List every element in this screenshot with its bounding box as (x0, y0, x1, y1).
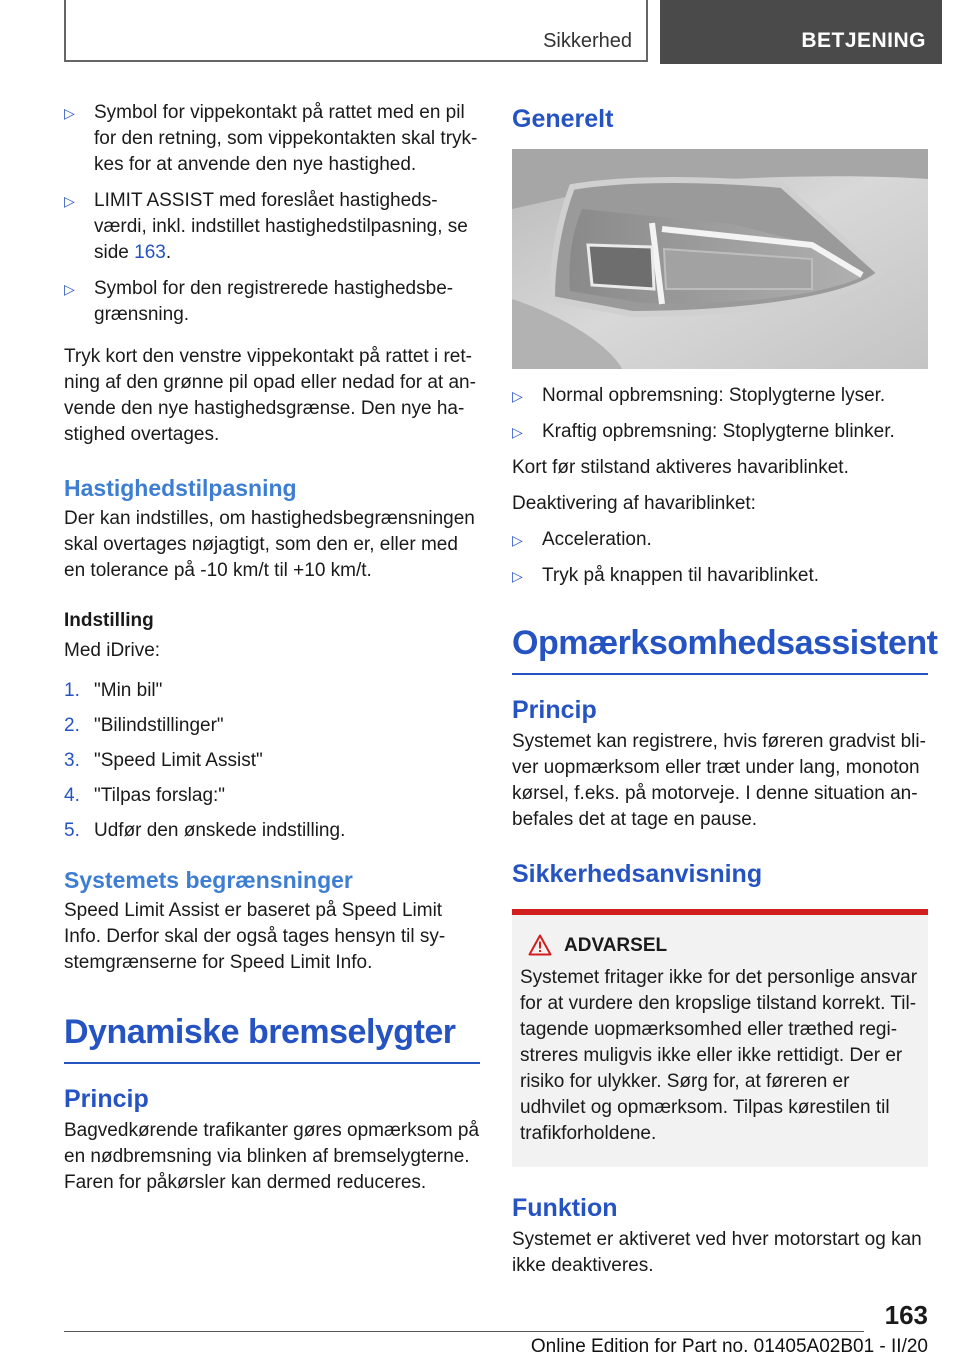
paragraph: Bagvedkørende trafikanter gøres opmærksom på en nødbremsning via blinken af bremselygterne. Faren for påkørsler kan dermed reduceres. (64, 1120, 480, 1193)
heading-principle: Princip (64, 1085, 149, 1113)
warning-box (512, 909, 928, 1167)
chapter-title: BETJENING (801, 29, 926, 52)
heading-attention-assistant: Opmærksomhedsassistent (512, 623, 928, 675)
triangle-bullet-icon: ▷ (64, 105, 75, 121)
heading-general: Generelt (512, 105, 614, 133)
list-item: 2. "Bilindstillinger" (64, 715, 224, 736)
list-item: ▷ Normal opbremsning: Stoplygterne lyser. (512, 383, 928, 409)
footer-divider (64, 1331, 864, 1332)
list-item: 3. "Speed Limit Assist" (64, 750, 263, 771)
page-number: 163 (884, 1300, 928, 1330)
chapter-tab (660, 0, 942, 64)
list-item: 4. "Tilpas forslag:" (64, 785, 226, 806)
heading-function: Funktion (512, 1194, 618, 1222)
right-column (512, 100, 938, 1279)
warning-text: Systemet fritager ikke for det personlige ansvar for at vurdere den kropslige tilstand korrekt. Tiltagende uopmærksomhed eller træthed registreres muligvis ikke eller ikke rettidigt. Der er risiko for ulykker. Sørg for, at føreren er udhvilet og opmærksom. Tilpas kørestilen til trafikforholdene. (520, 967, 918, 1144)
heading-safety-note: Sikkerhedsanvisning (512, 860, 763, 888)
paragraph: Tryk kort den venstre vippekontakt på rattet i retning af den grønne pil opad eller nedad for at anvende den nye hastighedsgrænse. Den nye hastighed overtages. (64, 346, 476, 445)
triangle-bullet-icon: ▷ (512, 532, 523, 548)
triangle-bullet-icon: ▷ (64, 193, 75, 209)
list-item: 5. Udfør den ønskede indstilling. (64, 820, 346, 841)
page-header (64, 0, 942, 66)
page-reference-link[interactable]: 163 (134, 242, 166, 263)
triangle-bullet-icon: ▷ (512, 388, 523, 404)
left-column (64, 100, 480, 1196)
warning-triangle-icon (528, 934, 552, 956)
paragraph: Der kan indstilles, om hastighedsbegrænsningen skal overtages nøjagtigt, som den er, eller med en tolerance på -10 km/t til +10 km/t. (64, 508, 475, 581)
heading-setting: Indstilling (64, 610, 154, 631)
paragraph: Med iDrive: (64, 640, 161, 661)
paragraph: Systemet kan registrere, hvis føreren gradvist bliver uopmærksom eller træt under lang, monoton kørsel, f.eks. på motorveje. I denne situation anbefales det at tage en pause. (512, 731, 926, 830)
triangle-bullet-icon: ▷ (512, 568, 523, 584)
list-item: ▷ Kraftig opbremsning: Stoplygterne blinker. (512, 419, 928, 445)
list-item: ▷ Tryk på knappen til havariblinket. (512, 563, 928, 589)
section-tab (64, 0, 648, 62)
warning-title: ADVARSEL (526, 933, 920, 959)
list-item: 1. "Min bil" (64, 680, 163, 701)
list-item: ▷ Symbol for vippekontakt på rattet med en pil for den retning, som vippekontakten skal trykkes for at anvende den nye hastighed. (64, 102, 478, 175)
edition-label: Online Edition for Part no. 01405A02B01 - II/20 (530, 1336, 928, 1357)
triangle-bullet-icon: ▷ (512, 424, 523, 440)
section-title: Sikkerhed (543, 30, 632, 52)
heading-dynamic-brake-lights: Dynamiske bremselygter (64, 1012, 480, 1064)
list-item: ▷ LIMIT ASSIST med foreslået hastighedsværdi, inkl. indstillet hastighedstilpasning, se side 163. (64, 190, 468, 263)
list-item: ▷ Symbol for den registrerede hastighedsbegrænsning. (64, 278, 454, 325)
paragraph: Kort før stilstand aktiveres havariblinket. (512, 457, 849, 478)
list-item: ▷ Acceleration. (512, 527, 928, 553)
paragraph: Deaktivering af havariblinket: (512, 493, 756, 514)
paragraph: Systemet er aktiveret ved hver motorstart og kan ikke deaktiveres. (512, 1229, 922, 1276)
heading-principle: Princip (512, 696, 597, 724)
triangle-bullet-icon: ▷ (64, 281, 75, 297)
paragraph: Speed Limit Assist er baseret på Speed Limit Info. Derfor skal der også tages hensyn til systemgrænserne for Speed Limit Info. (64, 900, 446, 973)
heading-speed-adjustment: Hastighedstilpasning (64, 475, 297, 501)
heading-system-limits: Systemets begrænsninger (64, 867, 353, 893)
brake-light-photo (512, 149, 928, 369)
